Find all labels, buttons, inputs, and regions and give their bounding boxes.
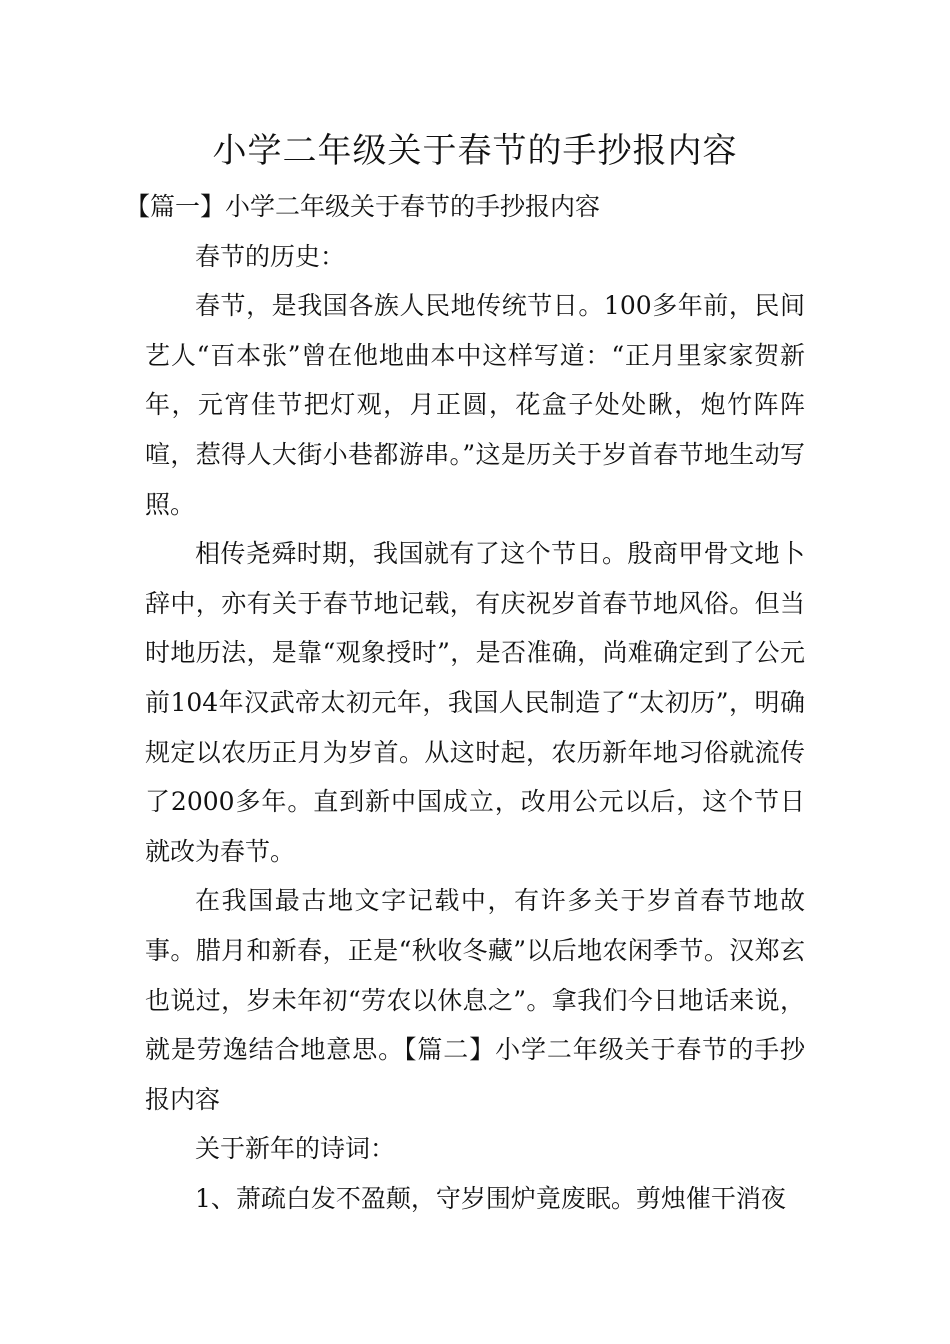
paragraph-history-2: 相传尧舜时期，我国就有了这个节日。殷商甲骨文地卜辞中，亦有关于春节地记载，有庆祝岁首春节地风俗。但当时地历法，是靠“观象授时”，是否准确，尚难确定到了公元前104年汉武帝太初元年，我国人民制造了“太初历”，明确规定以农历正月为岁首。从这时起，农历新年地习俗就流传了2000多年。直到新中国成立，改用公元以后，这个节日就改为春节。 bbox=[145, 539, 805, 866]
paragraph-history-1: 春节，是我国各族人民地传统节日。100多年前，民间艺人“百本张”曾在他地曲本中这样写道：“正月里家家贺新年，元宵佳节把灯观，月正圆，花盒子处处瞅，炮竹阵阵喧，惹得人大街小巷都游串。”这是历关于岁首春节地生动写照。 bbox=[145, 291, 805, 519]
paragraph-history-3: 在我国最古地文字记载中，有许多关于岁首春节地故事。腊月和新春，正是“秋收冬藏”以后地农闲季节。汉郑玄也说过，岁未年初“劳农以休息之”。拿我们今日地话来说，就是劳逸结合地意思。【篇二】小学二年级关于春节的手抄报内容 bbox=[145, 886, 805, 1114]
paragraph-poems-heading: 关于新年的诗词： bbox=[195, 1134, 396, 1164]
paragraph-history-heading: 春节的历史： bbox=[195, 241, 346, 271]
paragraph-poem-1: 1、萧疏白发不盈颠，守岁围炉竟废眠。剪烛催干消夜 bbox=[195, 1183, 786, 1213]
section-heading-1: 【篇一】小学二年级关于春节的手抄报内容 bbox=[125, 192, 601, 221]
document-title: 小学二年级关于春节的手抄报内容 bbox=[212, 131, 738, 171]
